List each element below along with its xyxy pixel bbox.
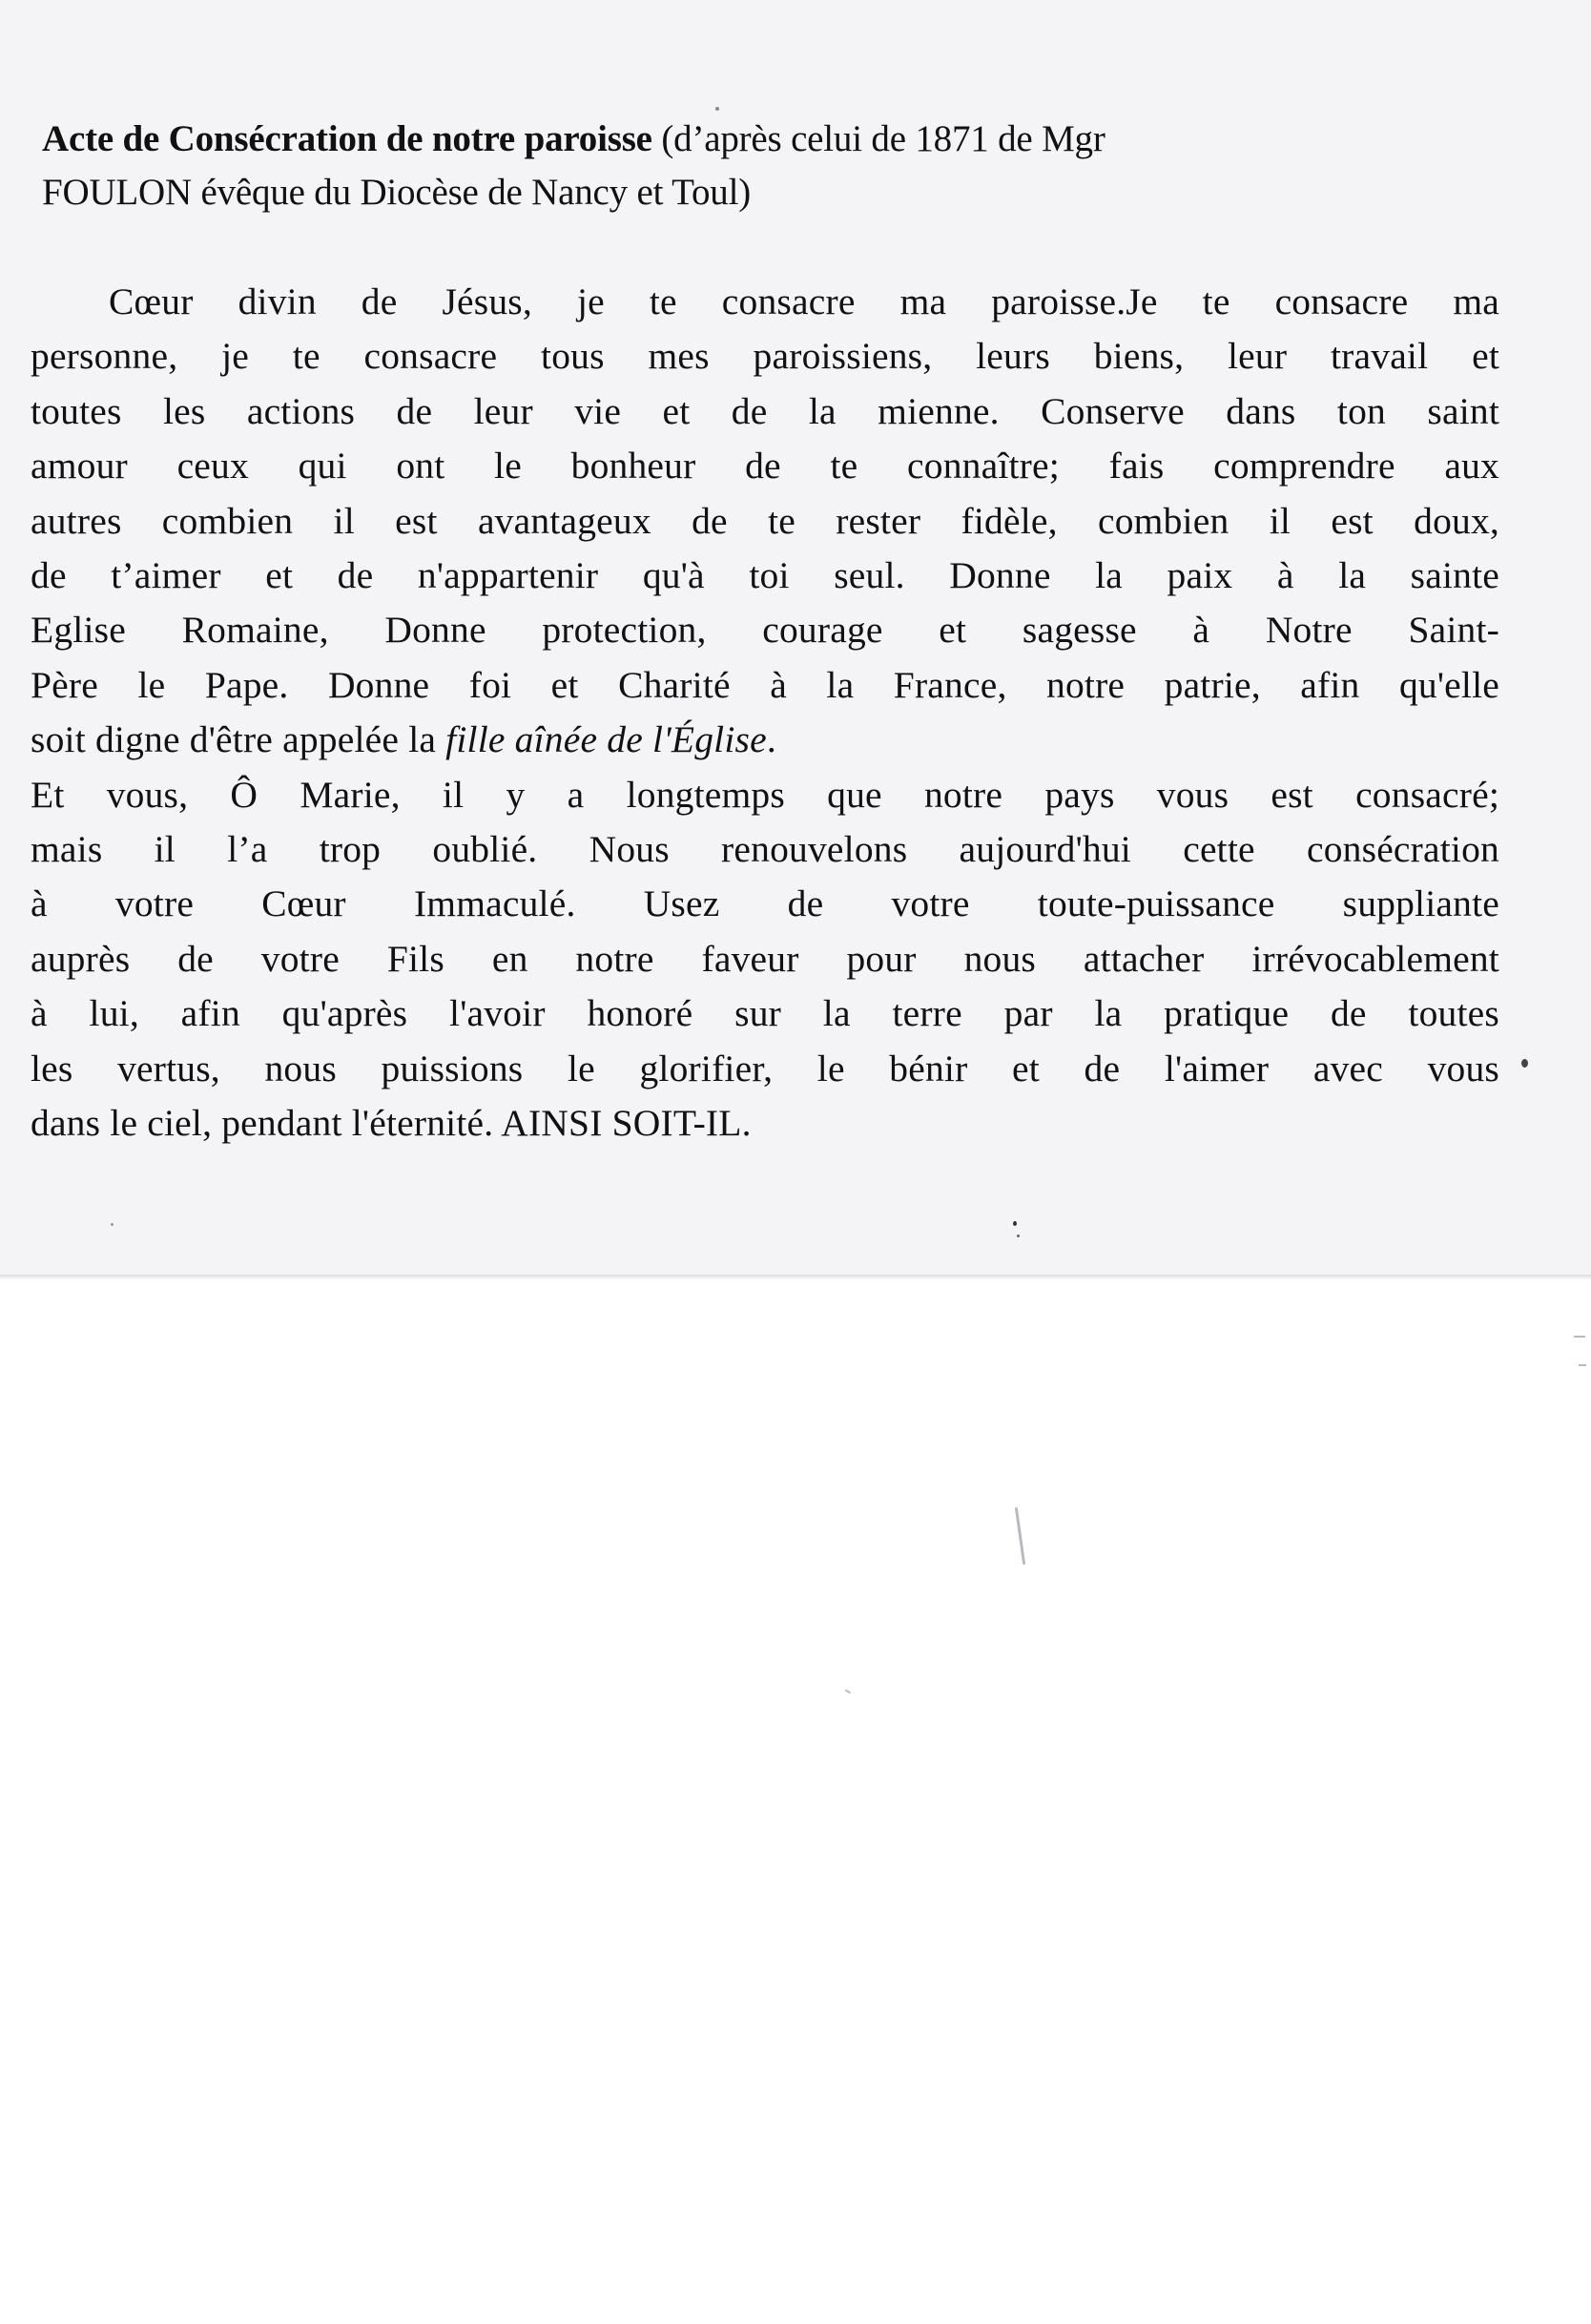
prayer-line: de t’aimer et de n'appartenir qu'à toi seul. Donne la paix à la sainte [31, 554, 1499, 597]
heading-title: Acte de Consécration de notre paroisse [42, 118, 652, 159]
prayer-text [31, 275, 1499, 1152]
prayer-line: toutes les actions de leur vie et de la mienne. Conserve dans ton saint [31, 389, 1499, 432]
heading-line-2: FOULON évêque du Diocèse de Nancy et Toul) [42, 172, 752, 213]
prayer-line-closing [31, 713, 1499, 767]
prayer-line: Eglise Romaine, Donne protection, courage et sagesse à Notre Saint- [31, 609, 1499, 652]
prayer-line: Cœur divin de Jésus, je te consacre ma paroisse.Je te consacre ma [109, 280, 1499, 322]
scan-mark [1574, 1336, 1585, 1338]
prayer-line: Père le Pape. Donne foi et Charité à la France, notre patrie, afin qu'elle [31, 663, 1499, 706]
prayer-line: les vertus, nous puissions le glorifier, le bénir et de l'aimer avec vous [31, 1047, 1499, 1089]
scan-speck [715, 107, 719, 111]
prayer-line: auprès de votre Fils en notre faveur pour nous attacher irrévocablement [31, 937, 1499, 980]
prayer-line: à lui, afin qu'après l'avoir honoré sur la terre par la pratique de toutes [31, 992, 1499, 1035]
closing-period: . [766, 718, 776, 761]
document-heading [42, 113, 1511, 219]
prayer-line: à votre Cœur Immaculé. Usez de votre toute-puissance suppliante [31, 882, 1499, 925]
closing-text: soit digne d'être appelée la [31, 718, 446, 761]
clipping-edge [0, 1275, 1591, 1280]
prayer-line: dans le ciel, pendant l'éternité. AINSI SOIT-IL. [31, 1102, 752, 1145]
prayer-line: amour ceux qui ont le bonheur de te connaître; fais comprendre aux [31, 445, 1499, 488]
scan-speck [1017, 1235, 1020, 1237]
scan-mark [1015, 1507, 1025, 1565]
scan-speck [111, 1223, 114, 1226]
prayer-line: autres combien il est avantageux de te rester fidèle, combien il est doux, [31, 499, 1499, 542]
scan-mark [1579, 1364, 1586, 1366]
closing-italic: fille aînée de l'Église [445, 718, 767, 761]
prayer-line: mais il l’a trop oublié. Nous renouvelons aujourd'hui cette consécration [31, 828, 1499, 871]
heading-subtitle: (d’après celui de 1871 de Mgr [661, 118, 1105, 159]
heading-line-1 [42, 113, 1511, 166]
prayer-line: personne, je te consacre tous mes paroissiens, leurs biens, leur travail et [31, 335, 1499, 378]
scan-speck [1013, 1221, 1017, 1226]
scan-speck [1521, 1059, 1528, 1068]
scan-mark [845, 1690, 851, 1694]
prayer-line: Et vous, Ô Marie, il y a longtemps que notre pays vous est consacré; [31, 773, 1499, 816]
